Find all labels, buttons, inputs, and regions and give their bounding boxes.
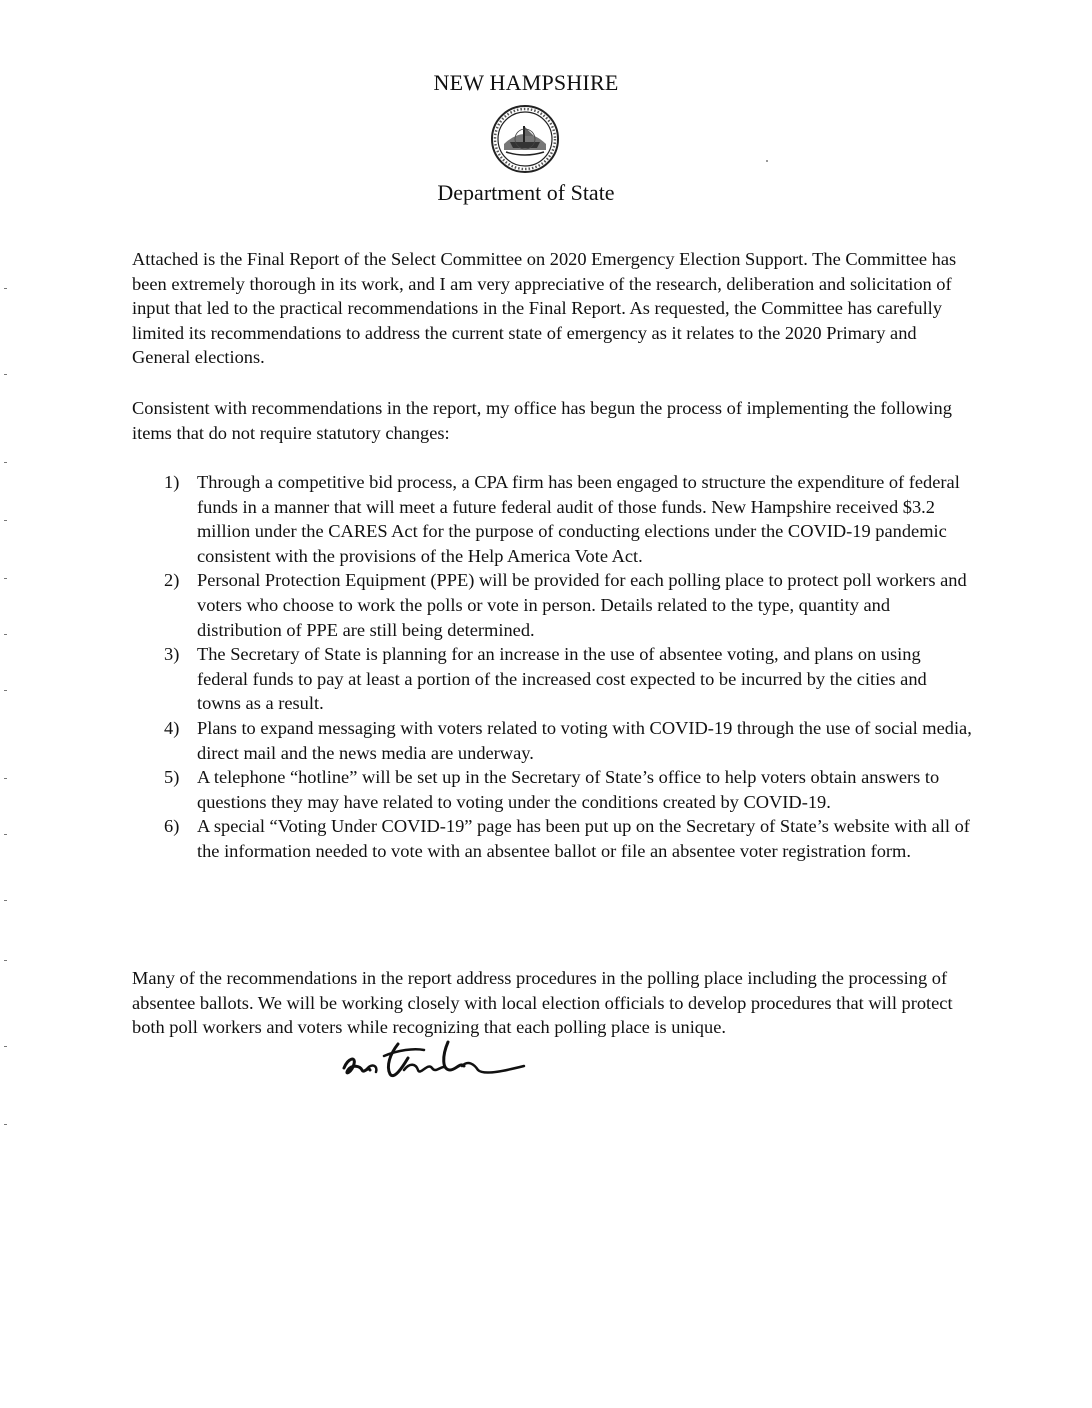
intro-paragraph: Attached is the Final Report of the Select Committee on 2020 Emergency Election Support. The Committee has been extremely thorough in its work, and I am very appreciative of the research, deliberation and solicitation of input that led to the practical recommendations in the Final Report. As requested, the Committee has carefully limited its recommendations to address the current state of emergency as it relates to the 2020 Primary and General elections. xyxy=(132,249,957,368)
scan-margin-mark xyxy=(4,1124,7,1125)
scan-margin-mark xyxy=(4,778,7,779)
scan-margin-mark xyxy=(4,462,7,463)
scan-speck xyxy=(766,160,768,162)
list-item-number: 2) xyxy=(164,570,180,591)
list-item xyxy=(132,642,972,716)
scan-margin-mark xyxy=(4,520,7,521)
list-item xyxy=(132,470,972,568)
list-item-text: Personal Protection Equipment (PPE) will be provided for each polling place to protect poll workers and voters who choose to work the polls or vote in person. Details related to the type, quantity and distribution of PPE are still being determined. xyxy=(197,570,967,640)
list-item-number: 4) xyxy=(164,717,180,738)
list-item-number: 6) xyxy=(164,816,180,837)
list-item xyxy=(132,814,972,863)
list-item xyxy=(132,568,972,642)
list-item xyxy=(132,765,972,814)
list-item-text: Through a competitive bid process, a CPA firm has been engaged to structure the expenditure of federal funds in a manner that will meet a future federal audit of those funds. New Hampshire received $3.2 million under the CARES Act for the purpose of conducting elections under the COVID-19 pandemic consistent with the provisions of the Help America Vote Act. xyxy=(197,472,960,566)
implementation-paragraph: Consistent with recommendations in the report, my office has begun the process of implementing the following items that do not require statutory changes: xyxy=(132,398,952,443)
list-item-number: 1) xyxy=(164,472,180,492)
scan-margin-mark xyxy=(4,634,7,635)
scan-margin-mark xyxy=(4,578,7,579)
list-item xyxy=(132,716,972,765)
closing-paragraph: Many of the recommendations in the report address procedures in the polling place including the processing of absentee ballots. We will be working closely with local election officials to develop procedures that will protect both poll workers and voters while recognizing that each polling place is unique. xyxy=(132,968,953,1038)
scan-margin-mark xyxy=(4,900,7,901)
scan-margin-mark xyxy=(4,960,7,961)
signature-image xyxy=(338,1036,528,1086)
department-heading: Department of State xyxy=(437,180,615,205)
scan-margin-mark xyxy=(4,834,7,835)
state-heading: NEW HAMPSHIRE xyxy=(433,70,619,95)
scan-margin-mark xyxy=(4,288,7,289)
list-item-number: 3) xyxy=(164,644,180,665)
implementation-list xyxy=(132,470,972,864)
scan-margin-mark xyxy=(4,1046,7,1047)
list-item-number: 5) xyxy=(164,767,180,788)
list-item-text: The Secretary of State is planning for an increase in the use of absentee voting, and plans on using federal funds to pay at least a portion of the increased cost expected to be incurred by the cities and towns as a result. xyxy=(197,644,927,714)
scan-margin-mark xyxy=(4,690,7,691)
state-seal-icon xyxy=(490,104,560,174)
scan-margin-mark xyxy=(4,374,7,375)
list-item-text: Plans to expand messaging with voters related to voting with COVID-19 through the use of social media, direct mail and the news media are underway. xyxy=(197,717,972,763)
list-item-text: A special “Voting Under COVID-19” page has been put up on the Secretary of State’s website with all of the information needed to vote with an absentee ballot or file an absentee voter registration form. xyxy=(197,816,970,861)
list-item-text: A telephone “hotline” will be set up in the Secretary of State’s office to help voters obtain answers to questions they may have related to voting under the conditions created by COVID-19. xyxy=(197,767,940,812)
